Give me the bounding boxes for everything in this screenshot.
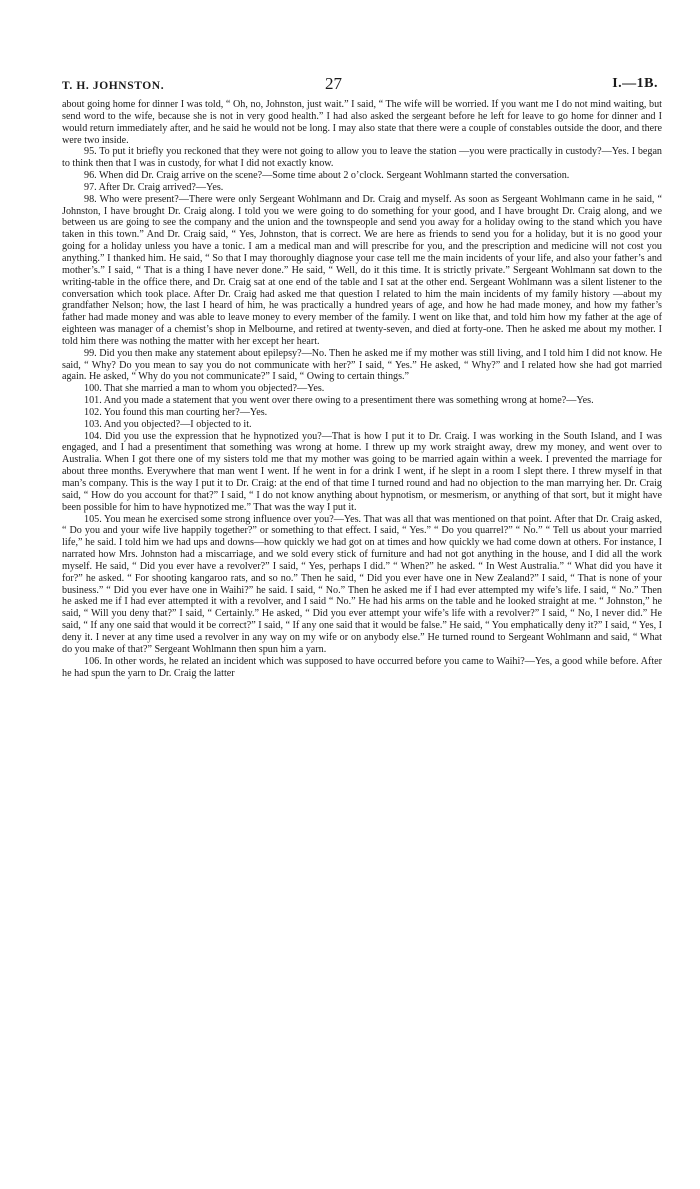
- paragraph-103: 103. And you objected?—I objected to it.: [84, 418, 252, 430]
- paragraph-102: 102. You found this man courting her?—Yes.: [84, 406, 268, 418]
- running-header: [62, 76, 662, 96]
- document-page: [62, 76, 662, 679]
- paragraph-96: 96. When did Dr. Craig arrive on the scene?—Some time about 2 o’clock. Sergeant Wohlmann started the conversation.: [84, 170, 570, 182]
- page-number: 27: [325, 74, 342, 93]
- paragraph-98: 98. Who were present?—There were only Sergeant Wohlmann and Dr. Craig and myself. As soon as Sergeant Wohlmann came in he said, “ Johnston, I have brought Dr. Craig along. I told you we were going to do something for your good, and I have brought Dr. Craig along, and we between us are going to see the company and the union and the townspeople and send you away for a holiday owing to the stand which you have taken in this town.” And Dr. Craig said, “ Yes, Johnston, that is correct. We are here as friends to send you for a holiday, but it is no good your going for a holiday unless you have a tonic. I am a medical man and will prescribe for you, and the prescription and medicine will not cost you anything.” I thanked him. He said, “ So that I may thoroughly diagnose your case tell me the main incidents of your life, and also your father’s and mother’s.” I said, “ That is a thing I have never done.” He said, “ Well, do it this time. It is strictly private.” Sergeant Wohlmann sat down to the writing-table in the office there, and Dr. Craig sat at one end of the table and I sat at the other end. Sergeant Wohlmann was a silent listener to the conversation which took place. After Dr. Craig had asked me that question I related to him the main incidents of my family history —about my grandfather Nelson; how, the last I heard of him, he was practically a hundred years of age, and how he had made money, and how my father’s father had made money and was able to leave money to every member of the family. I went on like that, and told him how my father at the age of eighteen was manager of a chemist’s shop in Melbourne, and retired at twenty-seven, and died at forty-one. Then he asked me about my mother. I told him there was nothing the matter with her except her heart.: [62, 193, 662, 347]
- paragraph-99: 99. Did you then make any statement about epilepsy?—No. Then he asked me if my mother was still living, and I told him I did not know. He said, “ Why? Do you mean to say you do not communicate with her?” I said, “ Yes.” He asked, “ Why?” and I related how she had got married again. He asked, “ Why do you not communicate?” I said, “ Owing to certain things.”: [62, 347, 662, 383]
- paragraph-105: 105. You mean he exercised some strong influence over you?—Yes. That was all that was mentioned on that point. After that Dr. Craig asked, “ Do you and your wife live happily together?” or something to that effect. I said, “ Yes.” “ Do you quarrel?” “ No.” “ Tell us about your married life,” he said. I told him we had ups and downs—how quickly we had got on at times and how quickly we had come down at others. For instance, I narrated how Mrs. Johnston had a miscarriage, and we sold every stick of furniture and had not got anything in the house, and I did all the work myself. He said, “ Did you ever have a revolver?” I said, “ Yes, perhaps I did.” “ When?” he asked. “ In West Australia.” “ What did you have it for?” he asked. “ For shooting kangaroo rats, and so no.” Then he said, “ Did you ever have one in New Zealand?” I said, “ That is none of your business.” “ Did you ever have one in Waihi?” he said. I said, “ No.” Then he asked me if I had ever attempted my wife’s life. I said, “ No.” Then he asked me if I had ever attempted it with a revolver, and I said “ No.” He had his arms on the table and he looked straight at me. “ Johnston,” he said, “ Will you deny that?” I said, “ Certainly.” He asked, “ Did you ever attempt your wife’s life with a revolver?” I said, “ No, I never did.” He said, “ If any one said that would it be correct?” I said, “ If any one said that it would be false.” He said, “ You emphatically deny it?” I said, “ Yes, I deny it. I never at any time used a revolver in any way on my wife or on anybody else.” He turned round to Sergeant Wohlmann and said, “ What do you make of that?” Sergeant Wohlmann then spun him a yarn.: [62, 513, 663, 655]
- paragraph-continuation: about going home for dinner I was told, “ Oh, no, Johnston, just wait.” I said, “ The wife will be worried. If you want me I do not mind waiting, but send word to the wife, because she is not in very good health.” I had also asked the sergeant before he left for leave to go home for dinner and I would return immediately after, and he said he would not be long. I may also state that there were a couple of constables outside the door, and there were two inside.: [62, 99, 662, 146]
- paragraph-106: 106. In other words, he related an incident which was supposed to have occurred before you came to Waihi?—Yes, a good while before. After he had spun the yarn to Dr. Craig the latter: [62, 655, 662, 679]
- paragraph-97: 97. After Dr. Craig arrived?—Yes.: [84, 181, 224, 193]
- document-reference: I.—1B.: [612, 76, 658, 91]
- paragraph-100: 100. That she married a man to whom you objected?—Yes.: [84, 383, 325, 395]
- body-text: [62, 99, 662, 679]
- paragraph-104: 104. Did you use the expression that he hypnotized you?—That is how I put it to Dr. Craig. I was working in the South Island, and I was engaged, and I had a presentiment that something was wrong at home. I threw up my work straight away, drew my money, and went over to Australia. When I got there one of my sisters told me that my mother was going to be married again within a week. I prevented the marriage for about three months. Everywhere that man went I went. If he went in for a drink I went, if he slept in a room I slept there. I threw myself in that man’s company. This is the way I put it to Dr. Craig: at the end of that time I turned round and had no objection to the man marrying her. Dr. Craig said, “ How do you account for that?” I said, “ I do not know anything about hypnotism, or mesmerism, or anything of that sort, but it might have been possible for him to have hypnotized me.” That was the way I put it.: [62, 430, 662, 513]
- paragraph-95: 95. To put it briefly you reckoned that they were not going to allow you to leave the station —you were practically in custody?—Yes. I began to think then that I was in custody, for what I did not exactly know.: [62, 146, 662, 170]
- paragraph-101: 101. And you made a statement that you went over there owing to a presentiment there was something wrong at home?—Yes.: [84, 395, 594, 407]
- header-author: T. H. JOHNSTON.: [62, 80, 165, 92]
